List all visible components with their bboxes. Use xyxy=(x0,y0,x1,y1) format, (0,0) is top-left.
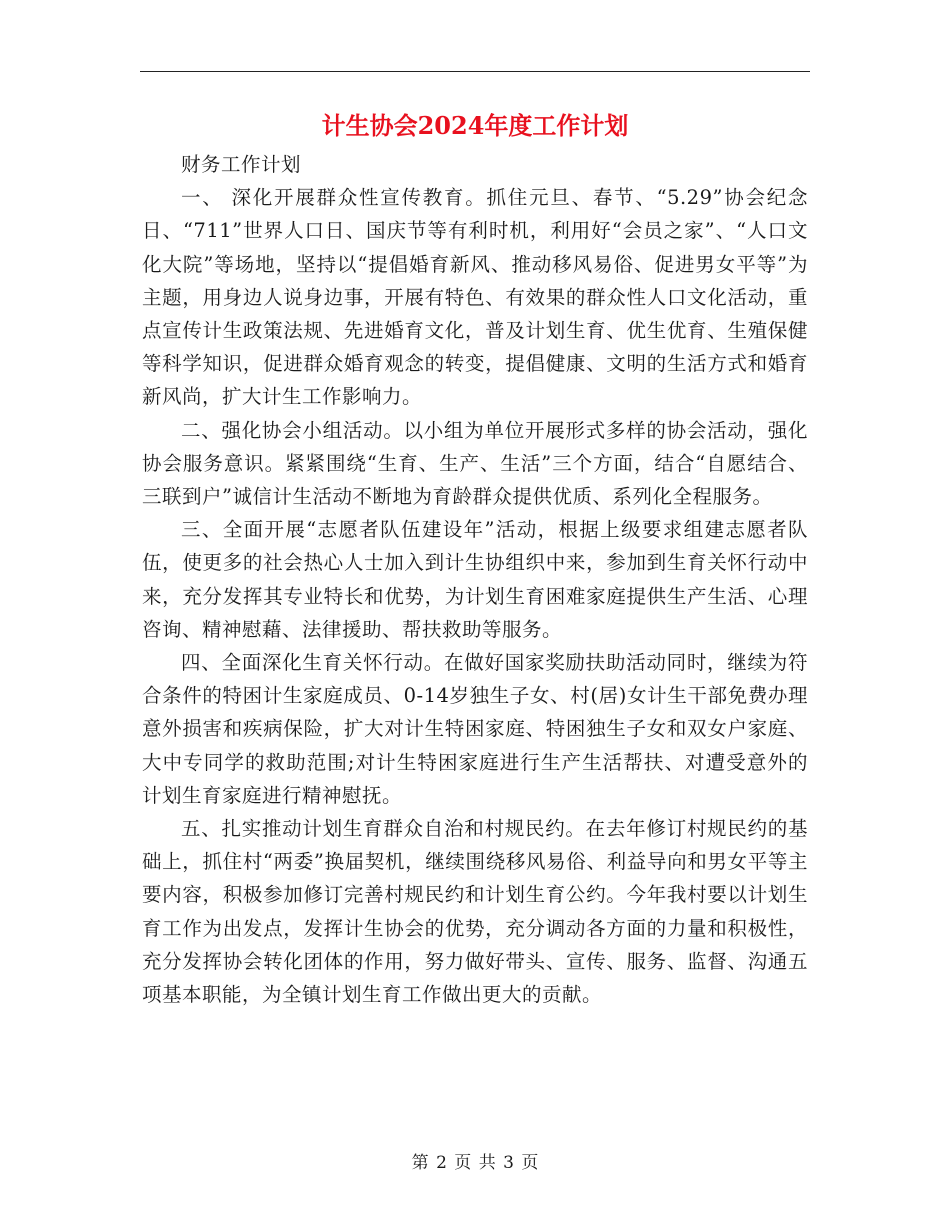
paragraph-5: 五、扎实推动计划生育群众自治和村规民约。在去年修订村规民约的基础上，抓住村“两委”换届契机，继续围绕移风易俗、利益导向和男女平等主要内容，积极参加修订完善村规民约和计划生育公约。今年我村要以计划生育工作为出发点，发挥计生协会的优势，充分调动各方面的力量和积极性，充分发挥协会转化团体的作用，努力做好带头、宣传、服务、监督、沟通五项基本职能，为全镇计划生育工作做出更大的贡献。 xyxy=(142,817,808,1007)
section-heading: 财务工作计划 xyxy=(181,153,302,176)
paragraph-3: 三、全面开展“志愿者队伍建设年”活动，根据上级要求组建志愿者队伍，使更多的社会热心人士加入到计生协组织中来，参加到生育关怀行动中来，充分发挥其专业特长和优势，为计划生育困难家庭提供生产生活、心理咨询、精神慰藉、法律援助、帮扶救助等服务。 xyxy=(142,518,808,641)
page-number: 第 2 页 共 3 页 xyxy=(411,1153,539,1173)
document-title: 计生协会2024年度工作计划 xyxy=(321,111,629,140)
paragraph-2: 二、强化协会小组活动。以小组为单位开展形式多样的协会活动，强化协会服务意识。紧紧围绕“生育、生产、生活”三个方面，结合“自愿结合、三联到户”诚信计生活动不断地为育龄群众提供优质、系列化全程服务。 xyxy=(142,418,808,509)
paragraph-4: 四、全面深化生育关怀行动。在做好国家奖励扶助活动同时，继续为符合条件的特困计生家庭成员、0-14岁独生子女、村(居)女计生干部免费办理意外损害和疾病保险，扩大对计生特困家庭、特困独生子女和双女户家庭、大中专同学的救助范围;对计生特困家庭进行生产生活帮扶、对遭受意外的计划生育家庭进行精神慰抚。 xyxy=(142,651,808,807)
header-rule xyxy=(140,71,810,72)
paragraph-1: 一、 深化开展群众性宣传教育。抓住元旦、春节、“5.29”协会纪念日、“711”世界人口日、国庆节等有利时机，利用好“会员之家”、“人口文化大院”等场地，坚持以“提倡婚育新风、推动移风易俗、促进男女平等”为主题，用身边人说身边事，开展有特色、有效果的群众性人口文化活动，重点宣传计生政策法规、先进婚育文化，普及计划生育、优生优育、生殖保健等科学知识，促进群众婚育观念的转变，提倡健康、文明的生活方式和婚育新风尚，扩大计生工作影响力。 xyxy=(142,186,808,409)
document-body xyxy=(142,148,808,1011)
